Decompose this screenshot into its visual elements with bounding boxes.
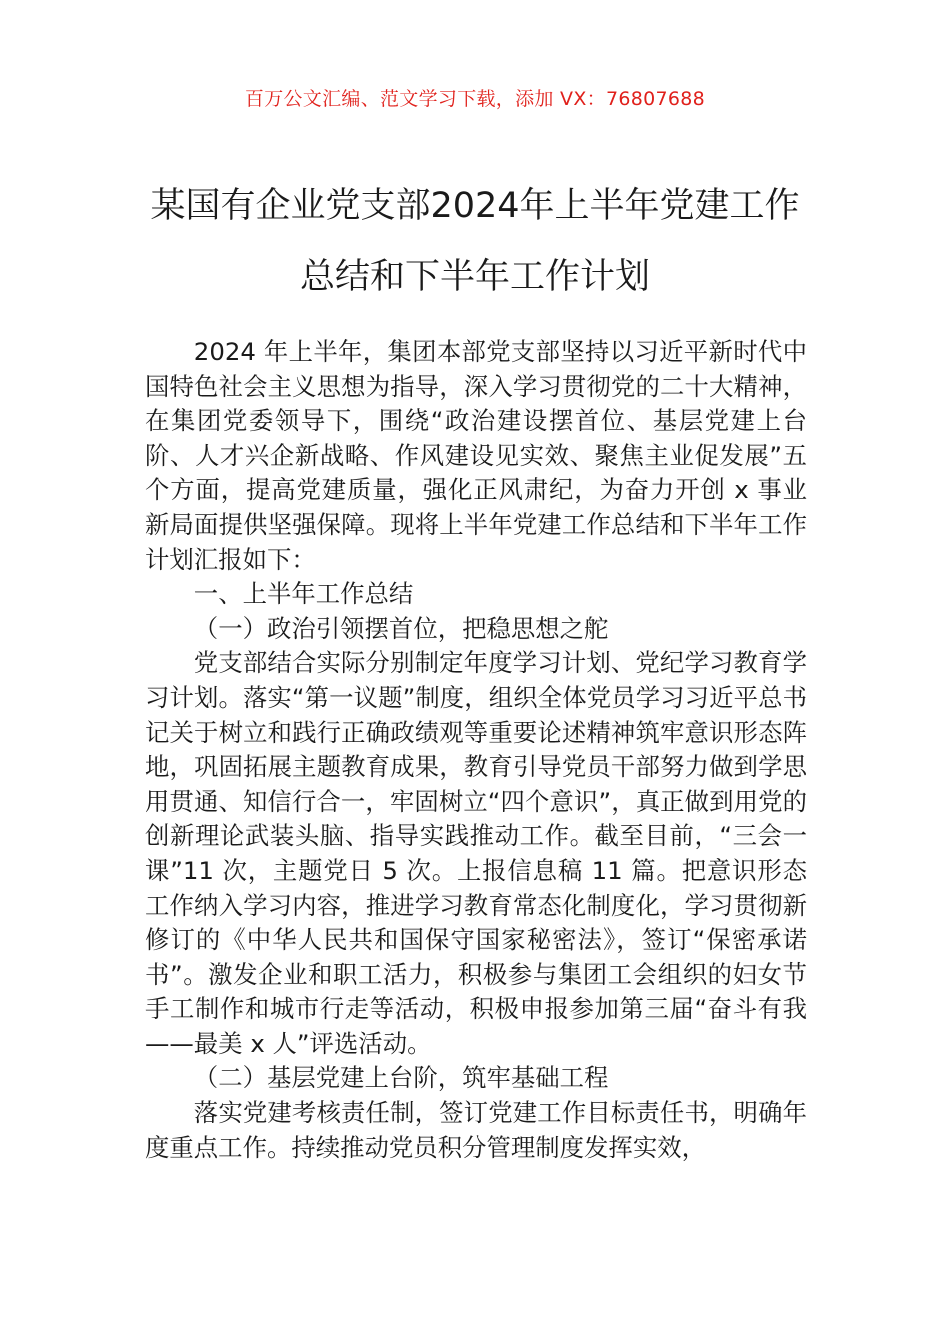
body-paragraph-2: 落实党建考核责任制，签订党建工作目标责任书，明确年度重点工作。持续推动党员积分管理制度发挥实效， (145, 1098, 807, 1162)
document-title-line-2: 总结和下半年工作计划 (299, 257, 650, 297)
body-paragraph-1: 党支部结合实际分别制定年度学习计划、党纪学习教育学习计划。落实“第一议题”制度，组织全体党员学习习近平总书记关于树立和践行正确政绩观等重要论述精神筑牢意识形态阵地，巩固拓展主题教育成果，教育引导党员干部努力做到学思用贯通、知信行合一，牢固树立“四个意识”，真正做到用党的创新理论武装头脑、指导实践推动工作。截至目前，“三会一课”11 次，主题党日 5 次。上报信息稿 11 篇。把意识形态工作纳入学习内容，推进学习教育常态化制度化，学习贯彻新修订的《中华人民共和国保守国家秘密法》，签订“保密承诺书”。激发企业和职工活力，积极参与集团工会组织的妇女节手工制作和城市行走等活动，积极申报参加第三届“奋斗有我——最美 x 人”评选活动。 (145, 648, 807, 1058)
document-title-line-1: 某国有企业党支部2024年上半年党建工作 (150, 186, 800, 226)
header-watermark-note: 百万公文汇编、范文学习下载，添加 VX：76807688 (244, 88, 706, 110)
document-body (145, 335, 807, 1165)
subsection-heading-2: （二）基层党建上台阶，筑牢基础工程 (193, 1063, 609, 1093)
intro-paragraph: 2024 年上半年，集团本部党支部坚持以习近平新时代中国特色社会主义思想为指导，深入学习贯彻党的二十大精神，在集团党委领导下，围绕“政治建设摆首位、基层党建上台阶、人才兴企新战略、作风建设见实效、聚焦主业促发展”五个方面，提高党建质量，强化正风肃纪，为奋力开创 x 事业新局面提供坚强保障。现将上半年党建工作总结和下半年工作计划汇报如下： (145, 337, 807, 574)
subsection-heading-1: （一）政治引领摆首位，把稳思想之舵 (193, 613, 609, 643)
section-heading: 一、上半年工作总结 (193, 579, 414, 609)
